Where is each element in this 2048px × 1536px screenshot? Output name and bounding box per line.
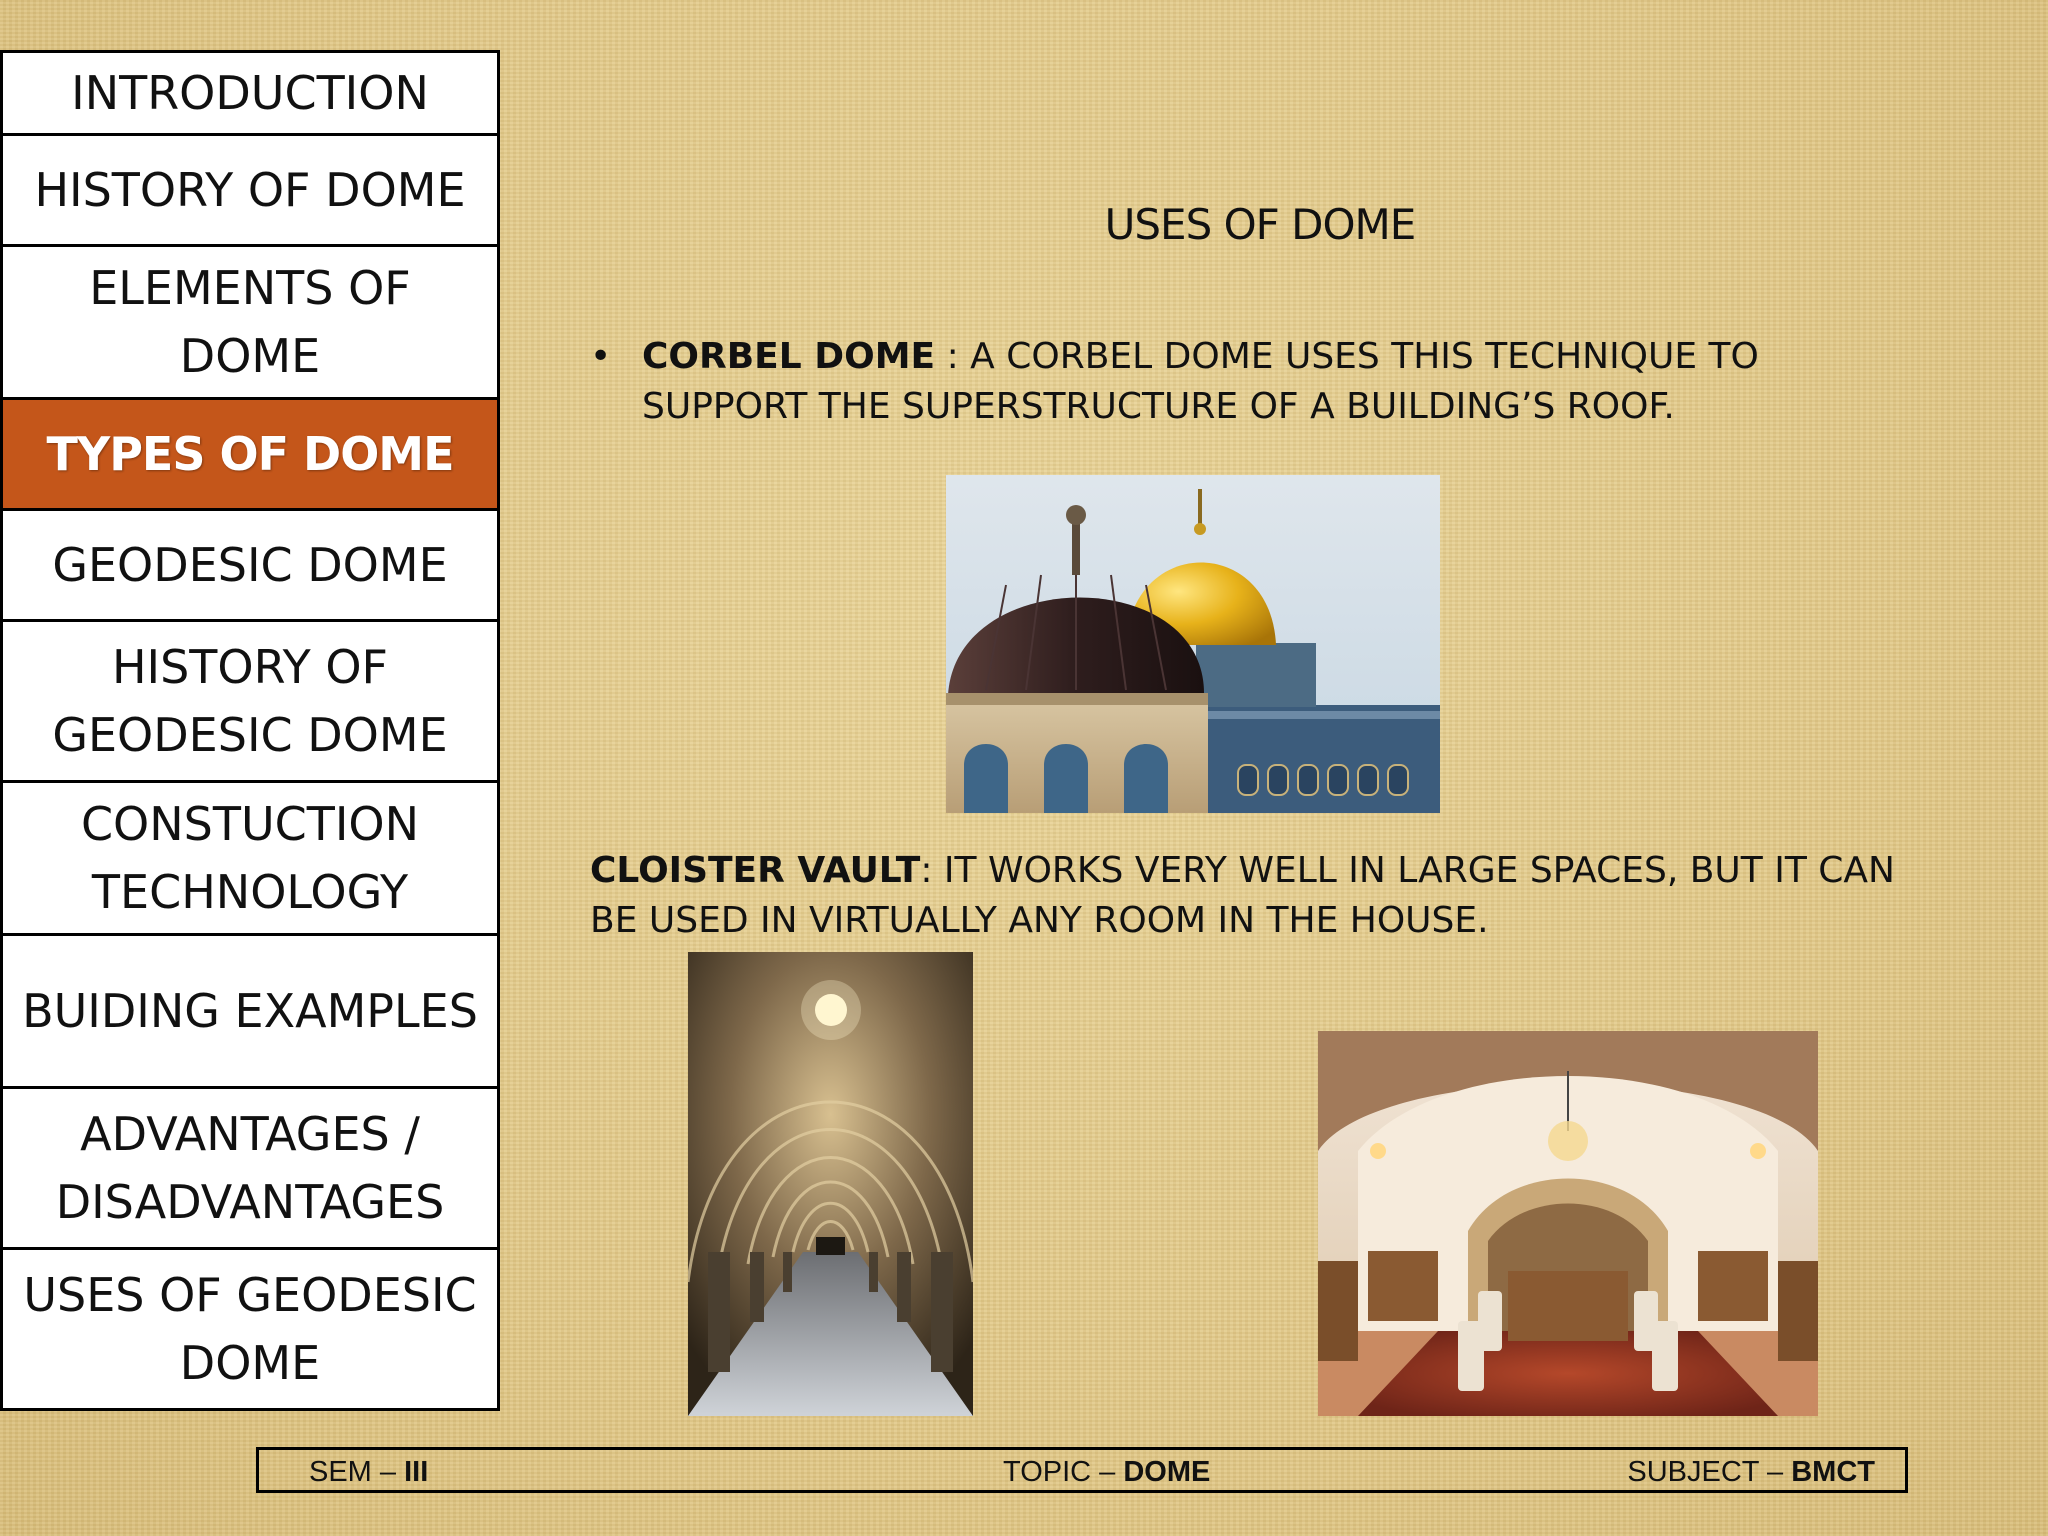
paragraph-term: CLOISTER VAULT xyxy=(590,850,921,891)
corbel-dome-photo xyxy=(946,475,1440,813)
footer-topic: TOPIC – DOME xyxy=(1003,1456,1211,1488)
nav-item-geodesic-dome[interactable]: GEODESIC DOME xyxy=(0,508,500,622)
nav-item-construction-technology[interactable]: CONSTUCTION TECHNOLOGY xyxy=(0,780,500,936)
bullet-marker: • xyxy=(590,336,612,377)
footer-bar xyxy=(256,1447,1908,1493)
bullet-text xyxy=(642,332,1842,432)
bullet-term: CORBEL DOME xyxy=(642,336,936,377)
nav-item-elements-of-dome[interactable]: ELEMENTS OF DOME xyxy=(0,244,500,400)
paragraph-description: : IT WORKS VERY WELL IN LARGE SPACES, BUT IT CAN BE USED IN VIRTUALLY ANY ROOM IN THE HOUSE. xyxy=(590,850,1895,941)
nav-item-introduction[interactable]: INTRODUCTION xyxy=(0,50,500,136)
bullet-description: : A CORBEL DOME USES THIS TECHNIQUE TO SUPPORT THE SUPERSTRUCTURE OF A BUILDING’S ROOF. xyxy=(642,336,1759,427)
footer-subject: SUBJECT – BMCT xyxy=(1627,1456,1875,1488)
cloister-vault-photo xyxy=(688,952,973,1416)
nav-item-advantages-disadvantages[interactable]: ADVANTAGES / DISADVANTAGES xyxy=(0,1086,500,1250)
cloister-vault-paragraph xyxy=(590,846,1920,946)
dining-room-vault-photo xyxy=(1318,1031,1818,1416)
nav-item-types-of-dome[interactable]: TYPES OF DOME xyxy=(0,397,500,511)
nav-item-history-of-geodesic-dome[interactable]: HISTORY OF GEODESIC DOME xyxy=(0,619,500,783)
page-title: USES OF DOME xyxy=(1104,200,1416,249)
nav-item-uses-of-geodesic-dome[interactable]: USES OF GEODESIC DOME xyxy=(0,1247,500,1411)
footer-sem: SEM – III xyxy=(309,1456,429,1488)
nav-item-history-of-dome[interactable]: HISTORY OF DOME xyxy=(0,133,500,247)
nav-item-building-examples[interactable]: BUIDING EXAMPLES xyxy=(0,933,500,1089)
